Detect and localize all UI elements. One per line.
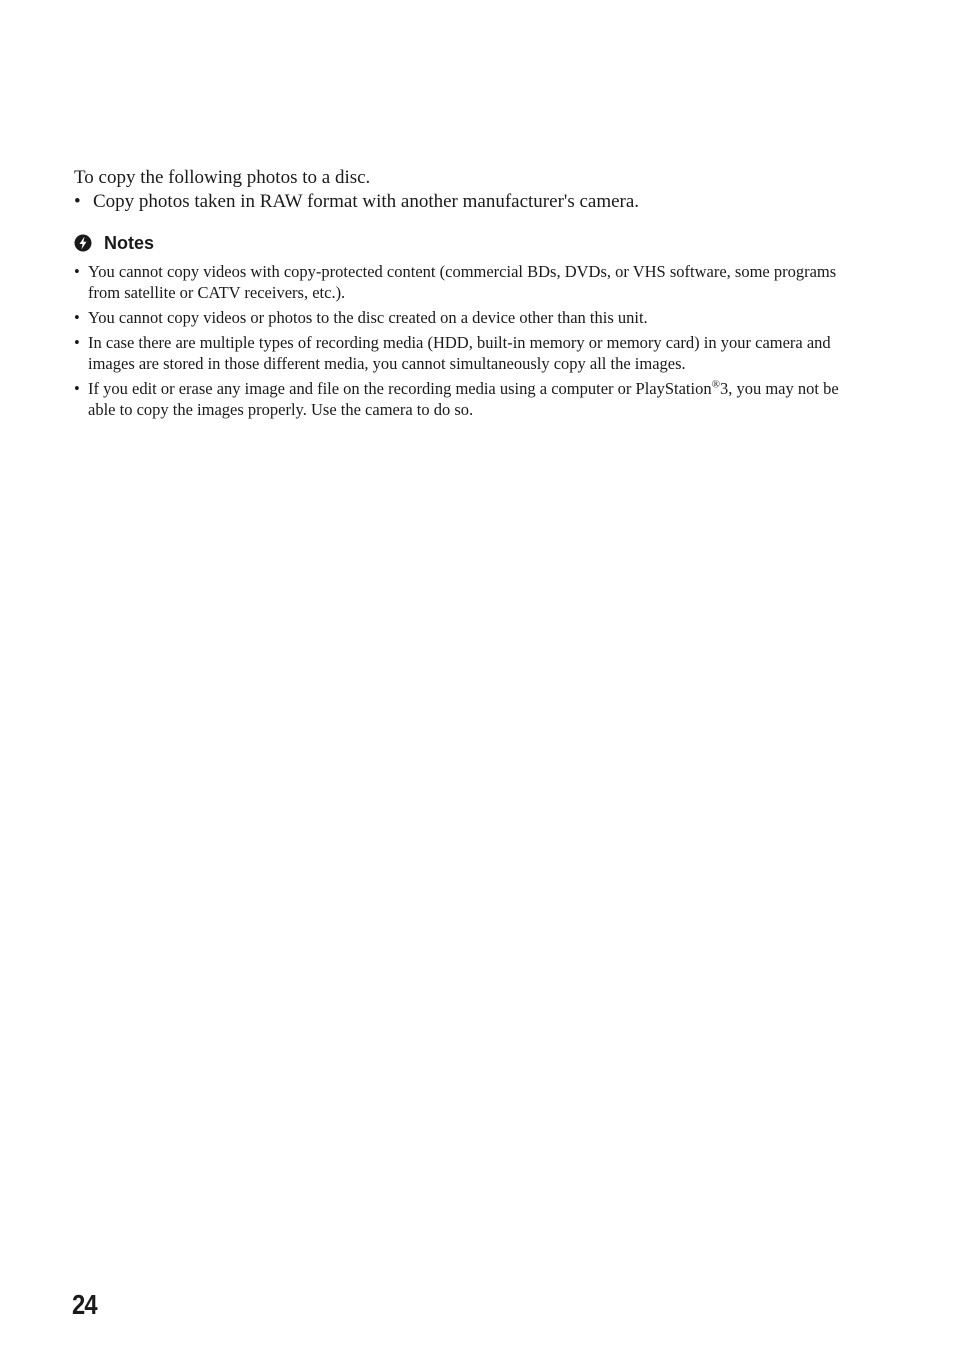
caution-icon bbox=[74, 234, 92, 252]
note-item bbox=[74, 332, 864, 374]
note-text: You cannot copy videos with copy-protected content (commercial BDs, DVDs, or VHS software, some programs from satellite or CATV receivers, etc.). bbox=[88, 262, 837, 302]
intro-text: To copy the following photos to a disc. bbox=[74, 167, 371, 188]
intro-bullet-text: Copy photos taken in RAW format with another manufacturer's camera. bbox=[93, 191, 640, 212]
note-item bbox=[74, 261, 864, 303]
registered-mark: ® bbox=[711, 378, 720, 391]
page-number: 24 bbox=[72, 1289, 97, 1320]
intro-section bbox=[74, 166, 874, 214]
bullet: • bbox=[74, 308, 80, 327]
note-text: In case there are multiple types of recording media (HDD, built-in memory or memory card) in your camera and images are stored in those different media, you cannot simultaneously copy all the images. bbox=[88, 333, 831, 373]
bullet: • bbox=[74, 333, 80, 352]
notes-heading-text: Notes bbox=[104, 233, 155, 253]
note-text: You cannot copy videos or photos to the disc created on a device other than this unit. bbox=[88, 308, 648, 327]
intro-bullet-item bbox=[74, 190, 874, 214]
bullet: • bbox=[74, 379, 80, 398]
note-text-part: If you edit or erase any image and file on the recording media using a computer or PlayStation bbox=[88, 379, 712, 398]
note-text bbox=[88, 378, 864, 420]
note-item bbox=[74, 307, 864, 328]
notes-list bbox=[74, 261, 864, 424]
bullet: • bbox=[74, 191, 81, 212]
note-item bbox=[74, 378, 864, 420]
note-text-part: 3, you may not be able to copy the images properly. Use the camera to do so. bbox=[88, 379, 839, 419]
notes-heading bbox=[74, 232, 154, 254]
bullet: • bbox=[74, 262, 80, 281]
